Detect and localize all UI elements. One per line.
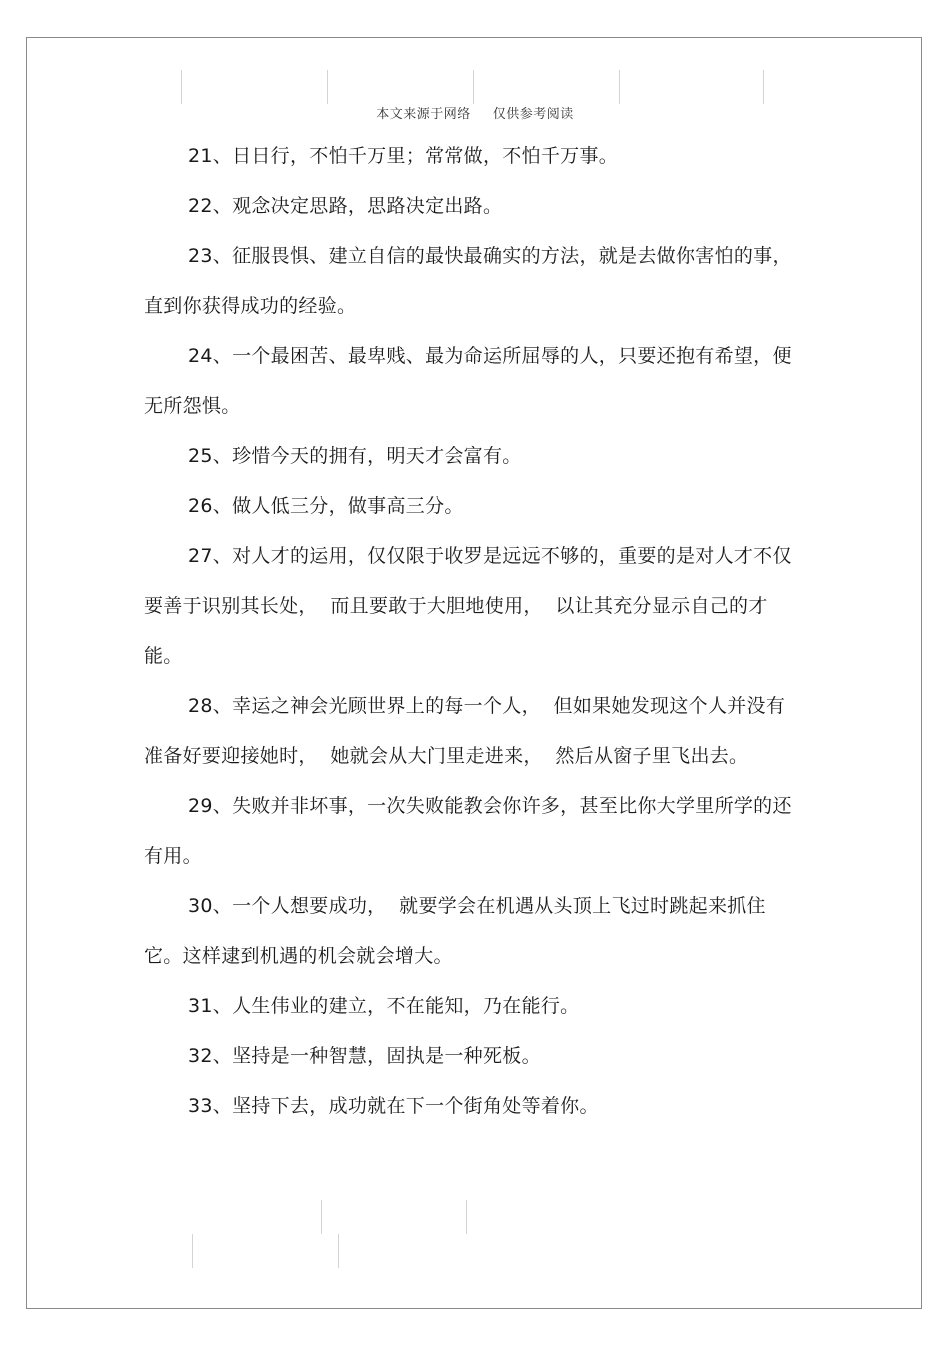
decor-line [181,70,182,104]
paragraph-27: 27、对人才的运用，仅仅限于收罗是远远不够的，重要的是对人才不仅要善于识别其长处， 而且要敢于大胆地使用， 以让其充分显示自己的才能。 [144,545,792,667]
paragraph-25: 25、珍惜今天的拥有，明天才会富有。 [188,445,522,467]
decor-line [473,70,474,104]
decor-line [763,70,764,104]
paragraph-33: 33、坚持下去，成功就在下一个街角处等着你。 [188,1095,599,1117]
decor-line [321,1200,322,1234]
paragraph-32: 32、坚持是一种智慧，固执是一种死板。 [188,1045,541,1067]
decor-line [327,70,328,104]
paragraph-23: 23、征服畏惧、建立自信的最快最确实的方法，就是去做你害怕的事，直到你获得成功的经验。 [144,245,792,317]
document-body [144,131,804,1131]
paragraph-29: 29、失败并非坏事，一次失败能教会你许多，甚至比你大学里所学的还有用。 [144,795,792,867]
header-note [0,103,950,122]
header-reference-note: 仅供参考阅读 [492,107,574,122]
paragraph-22: 22、观念决定思路，思路决定出路。 [188,195,503,217]
decor-line [338,1234,339,1268]
decor-line [466,1200,467,1234]
paragraph-30: 30、一个人想要成功， 就要学会在机遇从头顶上飞过时跳起来抓住它。这样逮到机遇的机会就会增大。 [144,895,766,967]
decor-line [619,70,620,104]
paragraph-31: 31、人生伟业的建立，不在能知，乃在能行。 [188,995,580,1017]
paragraph-21: 21、日日行，不怕千万里；常常做，不怕千万事。 [188,145,619,167]
paragraph-24: 24、一个最困苦、最卑贱、最为命运所屈辱的人，只要还抱有希望，便无所怨惧。 [144,345,792,417]
decor-line [192,1234,193,1268]
paragraph-26: 26、做人低三分，做事高三分。 [188,495,464,517]
header-source-note: 本文来源于网络 [376,107,471,122]
paragraph-28: 28、幸运之神会光顾世界上的每一个人， 但如果她发现这个人并没有准备好要迎接她时， 她就会从大门里走进来， 然后从窗子里飞出去。 [144,695,786,767]
